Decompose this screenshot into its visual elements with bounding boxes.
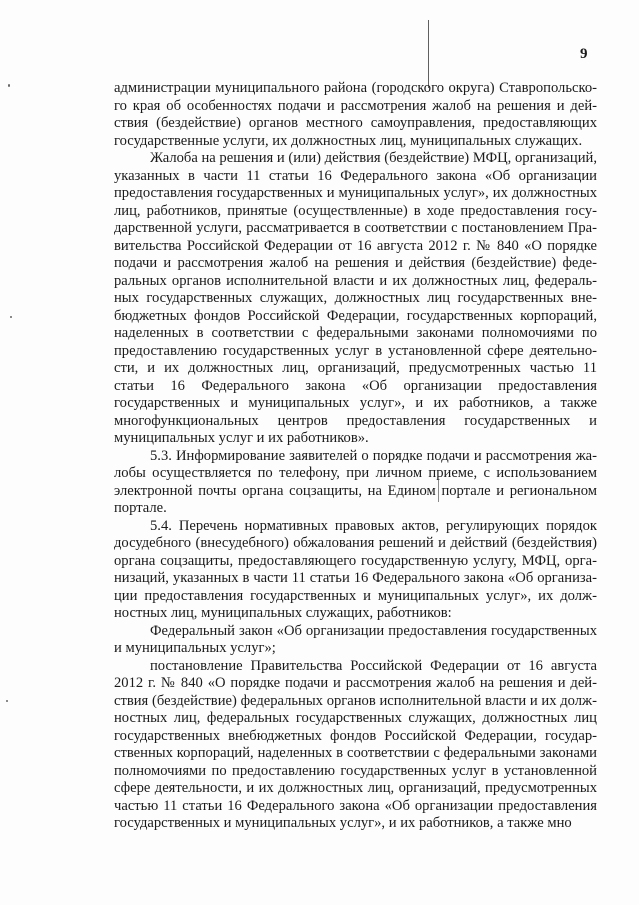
paragraph: 5.4. Перечень нормативных правовых актов, регулирующих порядок досудебного (внесудебного) обжалования решений и действий (бездействия) органа соцзащиты, предоставляющего государственную услугу, МФЦ, организаций, указанных в части 11 статьи 16 Федерального закона «Об организации предоставления государственных и муниципальных услуг», их должностных лиц, муниципальных служащих, работников: (114, 517, 597, 621)
paragraph: Федеральный закон «Об организации предоставления государственных и муниципальных услуг»; (114, 622, 597, 656)
paragraph: 5.3. Информирование заявителей о порядке подачи и рассмотрения жалобы осуществляется по телефону, при личном приеме, с использованием электронной почты органа соцзащиты, на Едином портале и региональном портале. (114, 447, 597, 516)
paragraph: Жалоба на решения и (или) действия (бездействие) МФЦ, организаций, указанных в части 11 статьи 16 Федерального закона «Об организации предоставления государственных и муниципальных услуг», их должностных лиц, работников, принятые (осуществленные) в ходе предоставления государственной услуги, рассматривается в соответствии с постановлением Правительства Российской Федерации от 16 августа 2012 г. № 840 «О порядке подачи и рассмотрения жалоб на решения и действия (бездействие) федеральных органов исполнительной власти и их должностных лиц, федеральных государственных служащих, должностных лиц государственных внебюджетных фондов Российской Федерации, государственных корпораций, наделенных в соответствии с федеральными законами полномочиями по предоставлению государственных услуг в установленной сфере деятельности, и их должностных лиц, организаций, предусмотренных частью 11 статьи 16 Федерального закона «Об организации предоставления государственных и муниципальных услуг», и их работников, а также многофункциональных центров предоставления государственных и муниципальных услуг и их работников». (114, 150, 597, 446)
paragraph: администрации муниципального района (городского округа) Ставропольского края об особенностях подачи и рассмотрения жалоб на решения и действия (бездействие) органов местного самоуправления, предоставляющих государственные услуги, их должностных лиц, муниципальных служащих. (114, 80, 597, 149)
page-number: 9 (580, 46, 588, 62)
paragraph: постановление Правительства Российской Федерации от 16 августа 2012 г. № 840 «О порядке подачи и рассмотрения жалоб на решения и действия (бездействие) федеральных органов исполнительной власти и их должностных лиц, федеральных государственных служащих, должностных лиц государственных внебюджетных фондов Российской Федерации, государственных корпораций, наделенных в соответствии с федеральными законами полномочиями по предоставлению государственных услуг в установленной сфере деятельности, и их должностных лиц, организаций, предусмотренных частью 11 статьи 16 Федерального закона «Об организации предоставления государственных и муниципальных услуг», и их работников, а также мно (114, 657, 597, 831)
scan-artifact-dot (10, 316, 12, 318)
document-body (114, 80, 597, 833)
scan-artifact-line (428, 20, 429, 88)
scan-artifact-dot (6, 700, 8, 702)
scan-artifact-dot (8, 84, 10, 87)
